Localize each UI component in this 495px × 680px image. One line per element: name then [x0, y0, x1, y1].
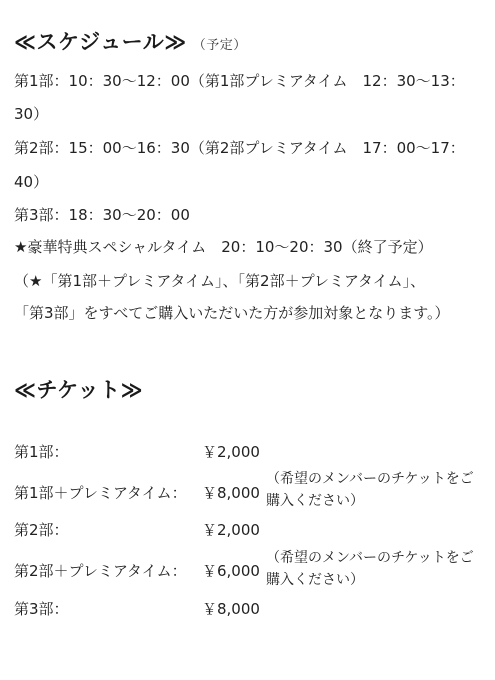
schedule-heading-note: （予定） — [192, 38, 247, 53]
ticket-label: 第1部＋プレミアタイム： — [14, 484, 187, 502]
ticket-price: ￥6,000 — [202, 562, 260, 580]
schedule-line: 第2部：15：00〜16：30（第2部プレミアタイム 17：00〜17： — [14, 139, 465, 157]
schedule-line: 「第3部」をすべてご購入いただいた方が参加対象となります。） — [14, 304, 450, 322]
ticket-label: 第2部＋プレミアタイム： — [14, 562, 187, 580]
schedule-line: （★「第1部＋プレミアタイム」、「第2部＋プレミアタイム」、 — [14, 272, 426, 290]
schedule-heading — [14, 26, 247, 56]
schedule-line: 第1部：10：30〜12：00（第1部プレミアタイム 12：30〜13： — [14, 72, 465, 90]
ticket-note: （希望のメンバーのチケットをご購入ください） — [266, 550, 474, 588]
ticket-label: 第2部： — [14, 521, 69, 539]
ticket-price: ￥8,000 — [202, 600, 260, 618]
schedule-line: 40） — [14, 173, 49, 191]
schedule-line: 30） — [14, 105, 49, 123]
tickets-heading: ≪チケット≫ — [14, 378, 144, 402]
ticket-note: （希望のメンバーのチケットをご購入ください） — [266, 471, 474, 509]
schedule-line: 第3部：18：30〜20：00 — [14, 206, 190, 224]
ticket-price: ￥2,000 — [202, 443, 260, 461]
ticket-price: ￥8,000 — [202, 484, 260, 502]
schedule-line: ★豪華特典スペシャルタイム 20：10〜20：30（終了予定） — [14, 238, 433, 256]
ticket-price: ￥2,000 — [202, 521, 260, 539]
schedule-heading-text: ≪スケジュール≫ — [14, 30, 187, 54]
ticket-label: 第1部： — [14, 443, 69, 461]
ticket-label: 第3部： — [14, 600, 69, 618]
